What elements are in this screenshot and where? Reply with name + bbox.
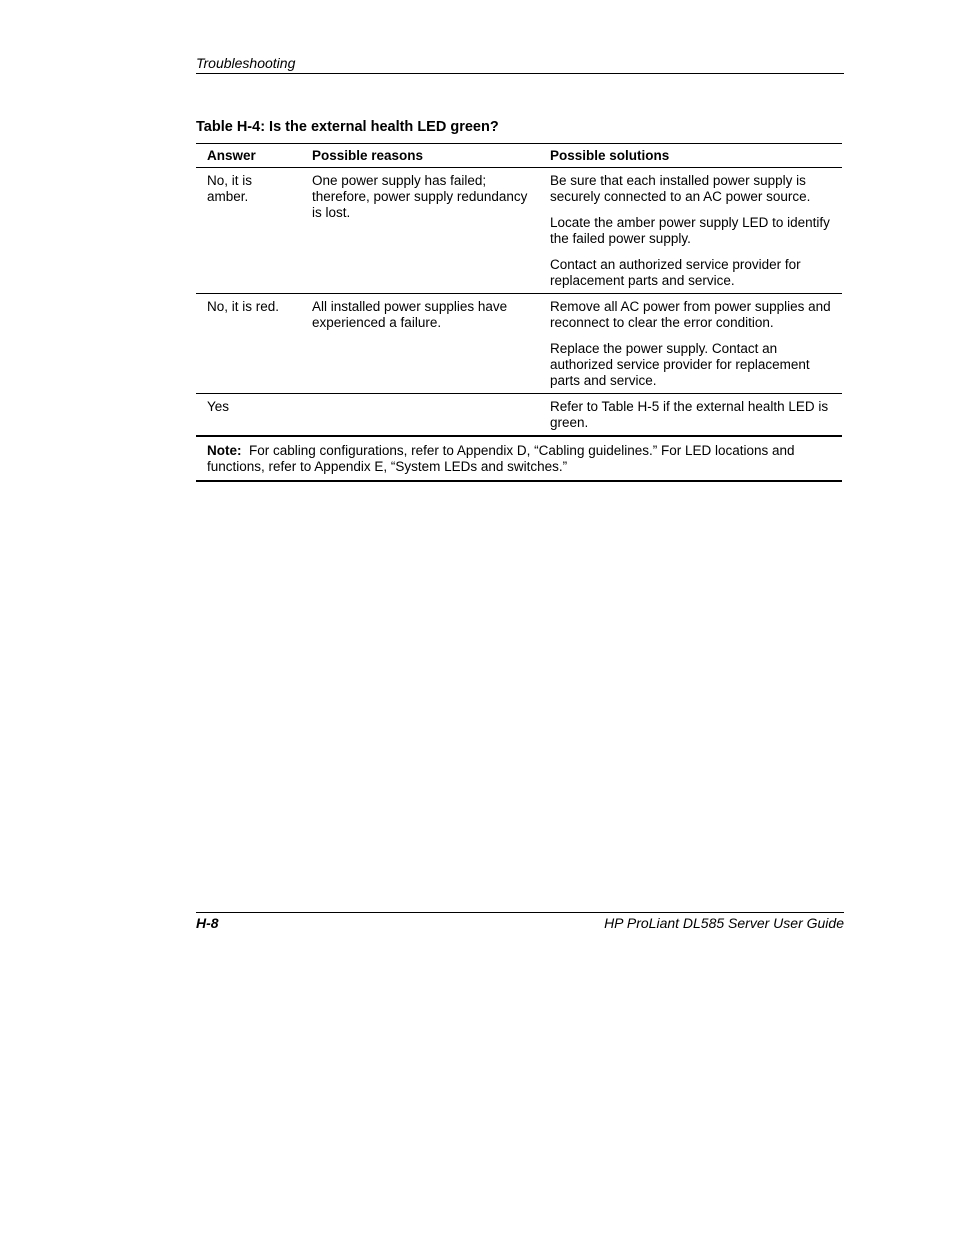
guide-title: HP ProLiant DL585 Server User Guide xyxy=(604,915,844,931)
answer-cell: Yes xyxy=(196,394,301,437)
running-header: Troubleshooting xyxy=(196,55,844,74)
column-header-solutions: Possible solutions xyxy=(539,144,842,168)
reason-cell: All installed power supplies have experienced a failure. xyxy=(301,294,539,394)
solution-text: Locate the amber power supply LED to identify the failed power supply. xyxy=(550,215,830,246)
health-led-table xyxy=(196,143,842,482)
table-header-row xyxy=(196,144,842,168)
solutions-cell xyxy=(539,168,842,294)
solution-text: Refer to Table H-5 if the external health LED is green. xyxy=(550,399,829,430)
page-number: H-8 xyxy=(196,915,219,931)
note-text: For cabling configurations, refer to Appendix D, “Cabling guidelines.” For LED locations and functions, refer to Appendix E, “System LEDs and switches.” xyxy=(207,443,795,474)
solutions-cell xyxy=(539,294,842,394)
note-label: Note: xyxy=(207,443,242,458)
answer-cell: No, it is amber. xyxy=(196,168,301,294)
solution-text: Be sure that each installed power supply is securely connected to an AC power source. xyxy=(550,173,811,204)
answer-cell: No, it is red. xyxy=(196,294,301,394)
table-row xyxy=(196,294,842,394)
column-header-reasons: Possible reasons xyxy=(301,144,539,168)
solution-text: Contact an authorized service provider for replacement parts and service. xyxy=(550,257,801,288)
table-caption: Table H-4: Is the external health LED green? xyxy=(196,119,499,135)
table-note xyxy=(196,436,842,481)
table-row xyxy=(196,394,842,437)
table-row xyxy=(196,168,842,294)
reason-cell: One power supply has failed; therefore, power supply redundancy is lost. xyxy=(301,168,539,294)
reason-cell xyxy=(301,394,539,437)
solution-text: Remove all AC power from power supplies and reconnect to clear the error condition. xyxy=(550,299,831,330)
solutions-cell xyxy=(539,394,842,437)
column-header-answer: Answer xyxy=(196,144,301,168)
page-footer xyxy=(196,912,844,931)
solution-text: Replace the power supply. Contact an authorized service provider for replacement parts and service. xyxy=(550,341,810,388)
table-note-row xyxy=(196,436,842,481)
